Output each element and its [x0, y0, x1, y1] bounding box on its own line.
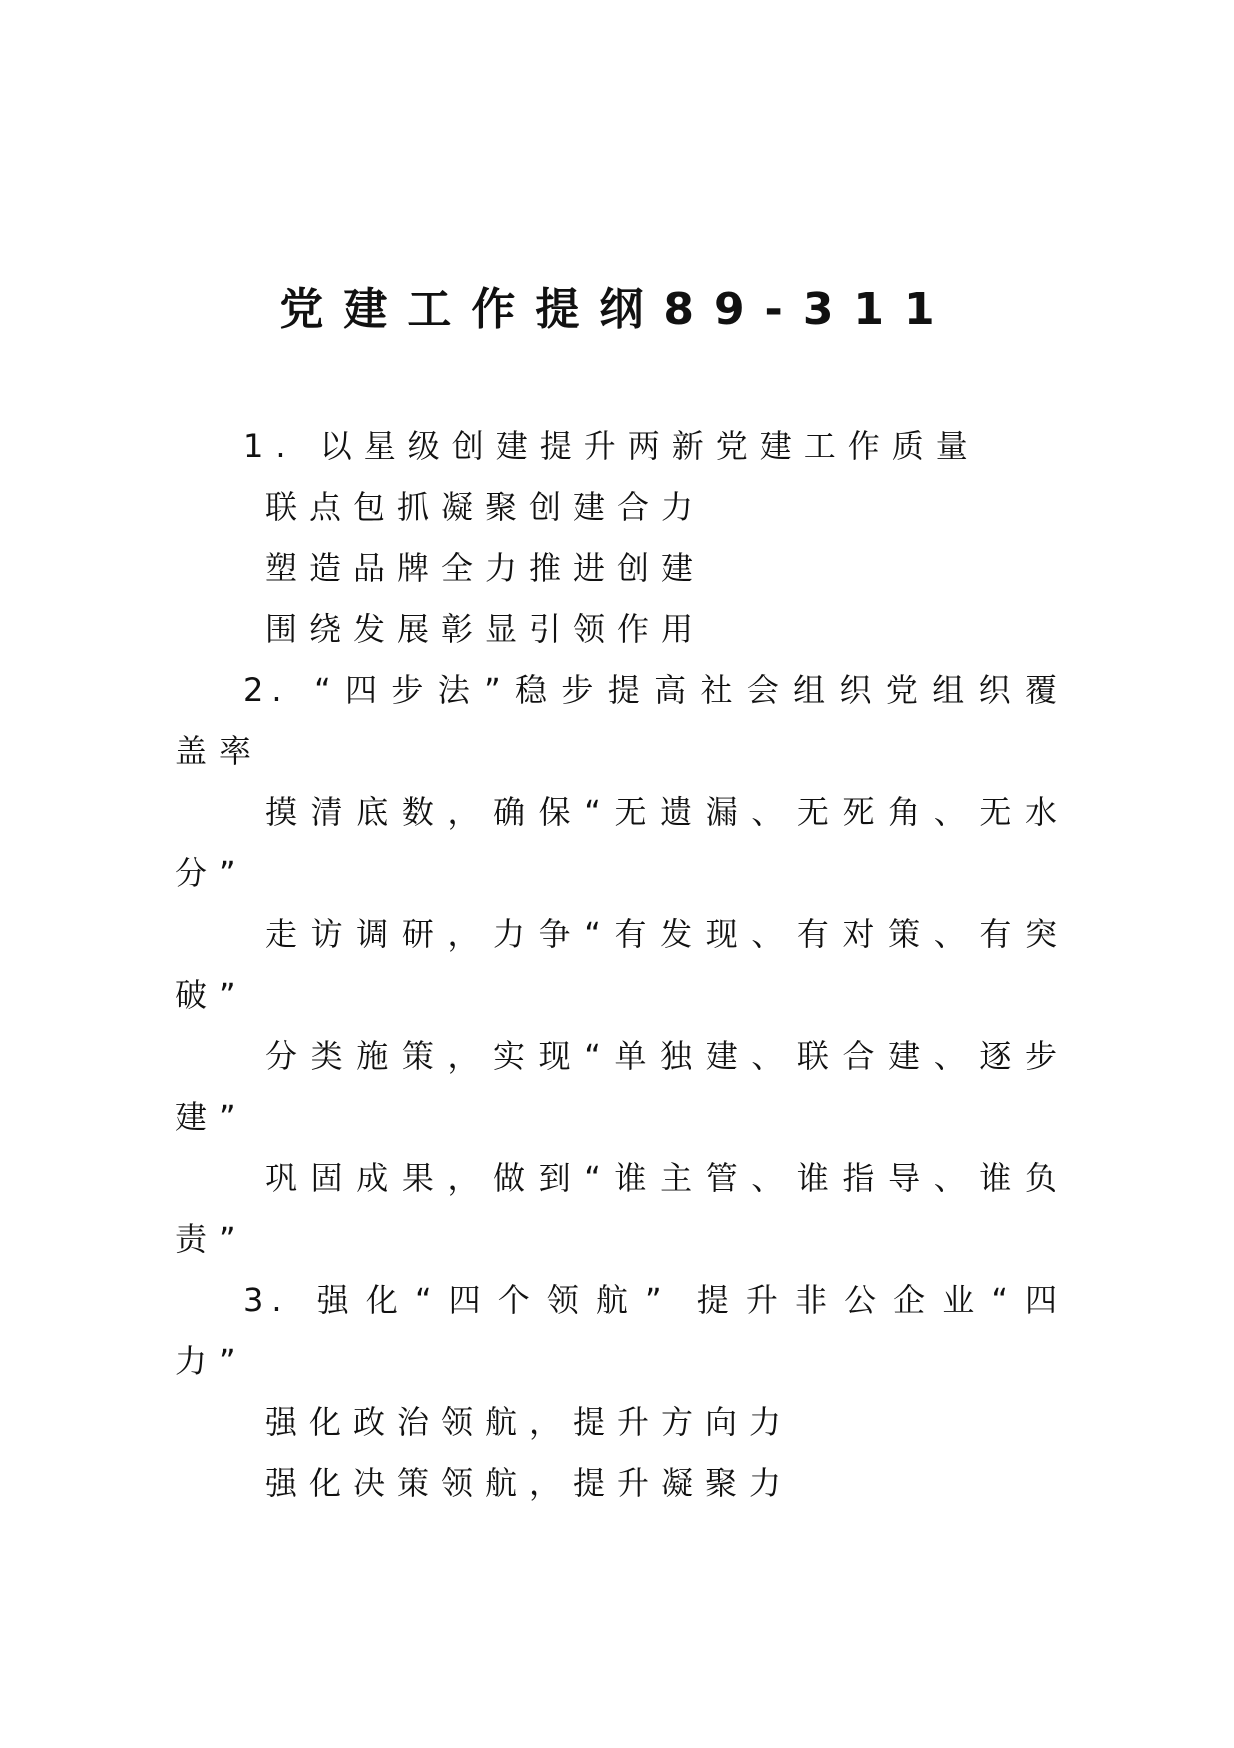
section-heading-1: 1. 以星级创建提升两新党建工作质量 — [243, 427, 980, 465]
bullet-line: 强化决策领航，提升凝聚力 — [265, 1464, 794, 1502]
bullet-line: 围绕发展彰显引领作用 — [265, 610, 706, 648]
bullet-line: 塑造品牌全力推进创建 — [265, 549, 706, 587]
bullet-line: 巩固成果，做到“谁主管、谁指导、谁负 — [265, 1159, 1065, 1197]
section-heading-3: 3. 强化“四个领航” 提升非公企业“四 — [243, 1281, 1065, 1319]
bullet-line-continuation: 建” — [175, 1098, 248, 1136]
bullet-line: 走访调研，力争“有发现、有对策、有突 — [265, 915, 1065, 953]
document-body — [175, 416, 1065, 1514]
bullet-line-continuation: 责” — [175, 1220, 248, 1258]
bullet-line: 联点包抓凝聚创建合力 — [265, 488, 706, 526]
bullet-line-continuation: 破” — [175, 976, 248, 1014]
page-title: 党建工作提纲89-311 — [279, 284, 955, 335]
bullet-line: 分类施策，实现“单独建、联合建、逐步 — [265, 1037, 1065, 1075]
bullet-line: 摸清底数，确保“无遗漏、无死角、无水 — [265, 793, 1065, 831]
bullet-line-continuation: 分” — [175, 854, 248, 892]
bullet-line: 强化政治领航，提升方向力 — [265, 1403, 794, 1441]
section-heading-2: 2. “四步法”稳步提高社会组织党组织覆 — [243, 671, 1065, 709]
section-heading-3-continuation: 力” — [175, 1342, 248, 1380]
section-heading-2-continuation: 盖率 — [175, 732, 264, 770]
